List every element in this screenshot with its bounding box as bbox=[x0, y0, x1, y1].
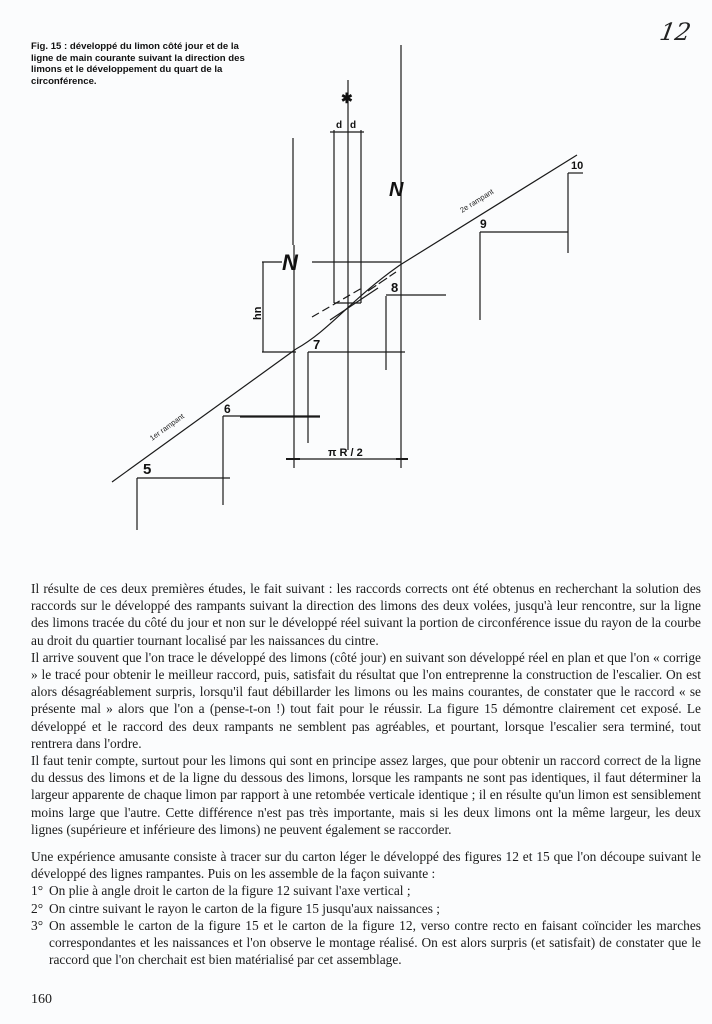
dimension-label-d-left: d bbox=[336, 120, 343, 131]
paragraph: Il résulte de ces deux premières études, le fait suivant : les raccords corrects ont été obtenus en recherchant la solution des raccords sur le développé des rampants suivant la direction des limons des deux volées, jusqu'à leur rencontre, sur la ligne des limons tracée du côté du jour et non sur le développé réel suivant la portion de circonférence issue du rayon de la courbe au droit du quartier tournant localisé par les naissances du cintre. bbox=[31, 581, 701, 648]
step-label-7: 7 bbox=[313, 337, 321, 352]
dimension-label-pi-r-2: π R / 2 bbox=[328, 447, 363, 459]
list-number: 2° bbox=[31, 900, 44, 916]
step-label-8: 8 bbox=[391, 280, 399, 295]
dimension-label-hn: hn bbox=[252, 306, 264, 320]
figure-caption: Fig. 15 : développé du limon côté jour et de la ligne de main courante suivant la direction des limons et le développement du quart de la circonférence. bbox=[31, 41, 245, 87]
step-label-5: 5 bbox=[143, 461, 152, 478]
rampant-line-2 bbox=[400, 155, 577, 265]
list-item bbox=[31, 882, 701, 899]
list-number: 1° bbox=[31, 883, 44, 899]
list-text: On cintre suivant le rayon le carton de la figure 15 jusqu'aux naissances ; bbox=[49, 900, 440, 916]
dimension-label-d-right: d bbox=[350, 120, 357, 131]
list-item bbox=[31, 917, 701, 969]
rampant-label-2: 2e rampant bbox=[458, 186, 496, 215]
list-item bbox=[31, 900, 701, 917]
paragraph: Il faut tenir compte, surtout pour les limons qui sont en principe assez larges, que pour obtenir un raccord correct de la ligne du dessus des limons et de la ligne du dessous des limons, lorsque les rampants ne sont pas identiques, il faut déterminer la largeur apparente de chaque limon par rapport à une retombée verticale identique ; il en résulte qu'un limon est sensiblement moins large que l'autre. Cette différence n'est pas très importante, mais si les deux limons ont la même largeur, les deux lignes (supérieure et inférieure des limons) ne peuvent également se raccorder. bbox=[31, 753, 701, 837]
list-text: On assemble le carton de la figure 15 et le carton de la figure 12, verso contre recto en faisant coïncider les marches correspondantes et les naissances et l'on observe le montage réalisé. On est alors surpris (et satisfait) de constater que le raccord que l'on cherchait est bien matérialisé par cet assemblage. bbox=[49, 917, 701, 968]
step-label-6: 6 bbox=[224, 402, 231, 416]
list-text: On plie à angle droit le carton de la figure 12 suivant l'axe vertical ; bbox=[49, 883, 411, 899]
paragraph: Il arrive souvent que l'on trace le développé des limons (côté jour) en suivant son développé réel en plan et que l'on « corrige » le tracé pour obtenir le meilleur raccord, puis, satisfait du résultat que l'on entreprenne la construction de l'escalier. On est alors désagréablement surpris, lorsqu'il faut débillarder les limons ou les mains courantes, de constater que le raccord « se présente mal » alors que l'on a (pense-t-on !) tout fait pour le réussir. La figure 15 démontre clairement cet exposé. Le développé et le raccord des deux rampants ne semblent pas agréables, et pourtant, lorsque l'escalier sera terminé, tout rentrera dans l'ordre. bbox=[31, 649, 701, 751]
list-number: 3° bbox=[31, 917, 44, 933]
rampant-label-1: 1er rampant bbox=[147, 411, 186, 443]
naissance-symbol-right: N bbox=[389, 179, 404, 201]
paragraph: Une expérience amusante consiste à tracer sur du carton léger le développé des figures 12 et 15 que l'on découpe suivant le développé des lignes rampantes. Puis on les assemble de la façon suivante : bbox=[31, 849, 701, 882]
step-label-9: 9 bbox=[480, 217, 487, 231]
page-number: 160 bbox=[31, 992, 52, 1007]
naissance-symbol-left: N bbox=[282, 250, 298, 275]
axis-symbol: ✱ bbox=[341, 90, 353, 106]
body-text bbox=[31, 580, 701, 968]
handwritten-page-mark: 12 bbox=[657, 18, 694, 46]
step-label-10: 10 bbox=[571, 160, 584, 172]
